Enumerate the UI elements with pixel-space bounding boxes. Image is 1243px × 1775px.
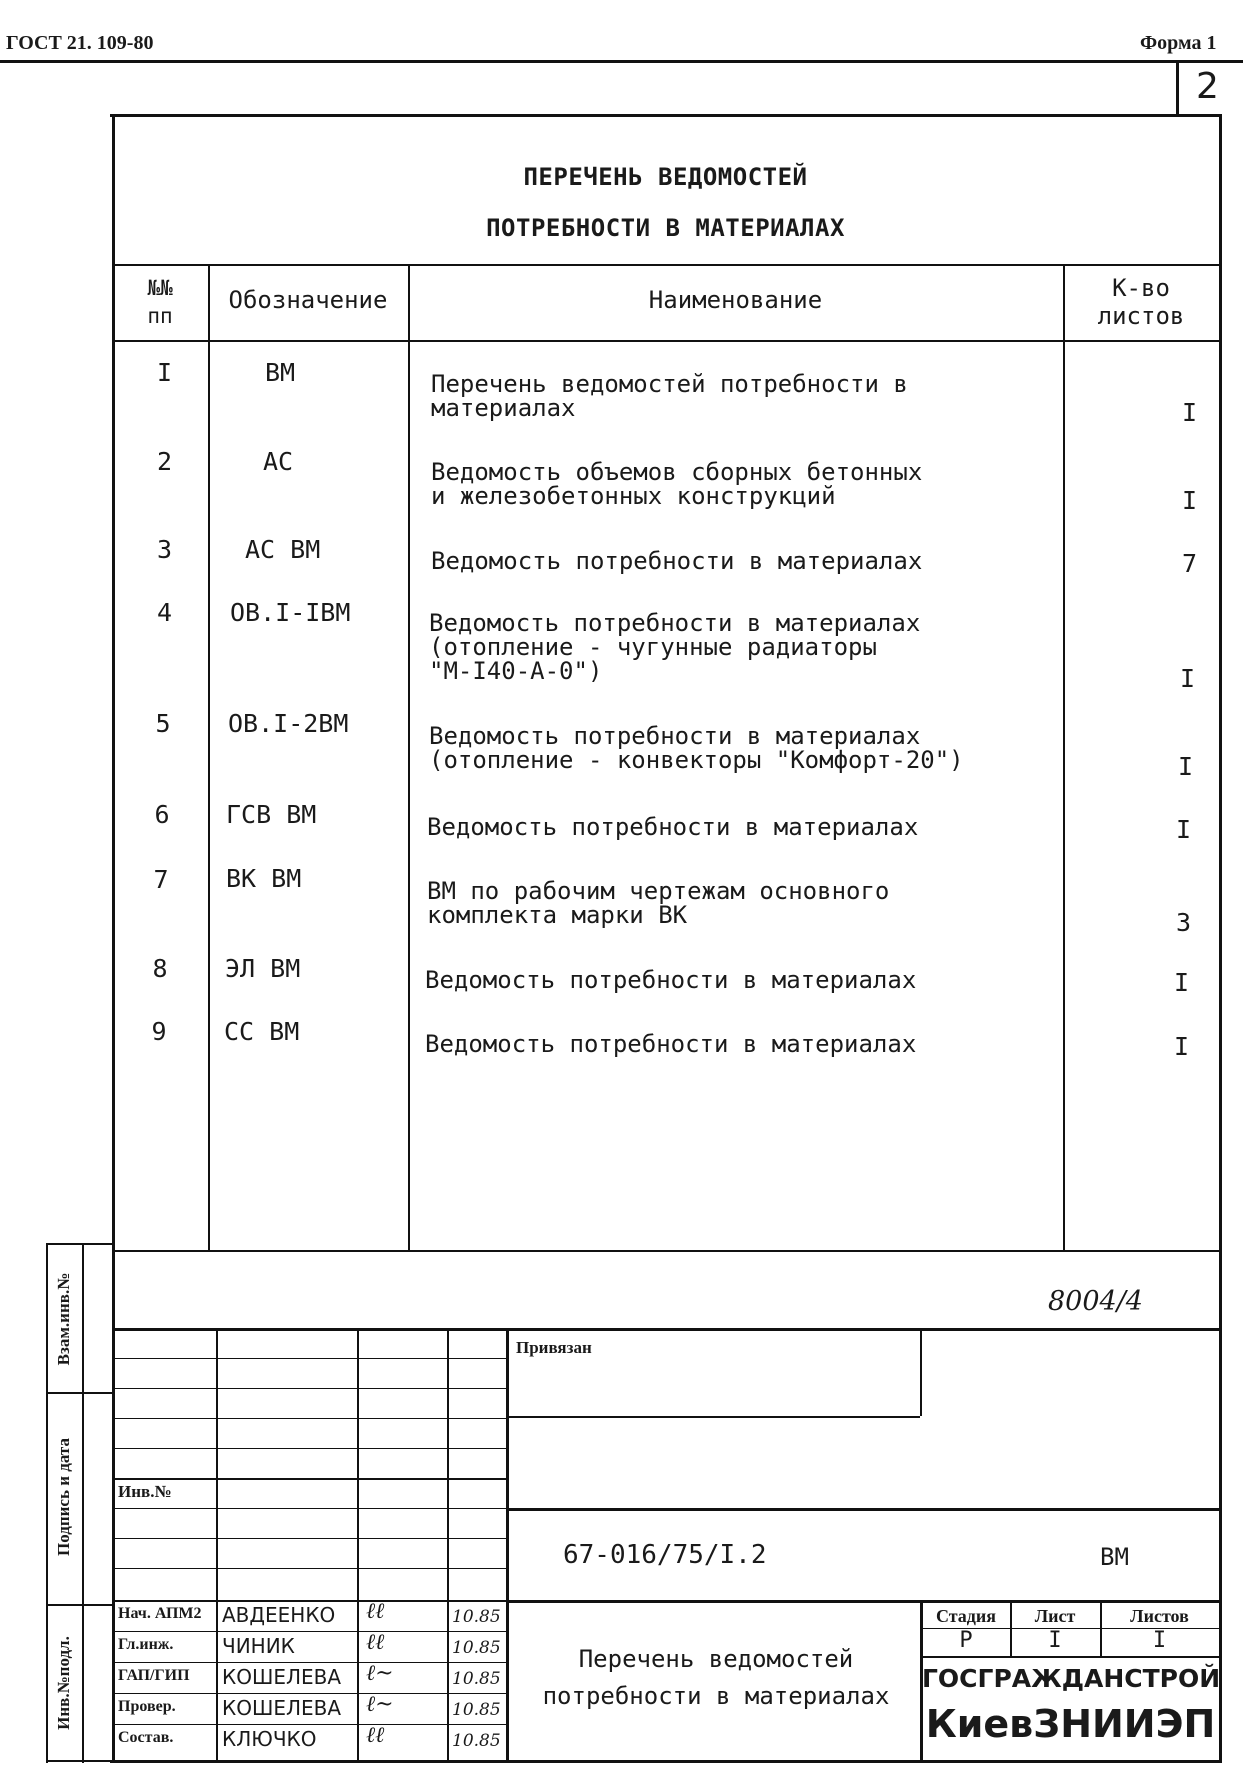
sign-date: 10.85	[452, 1638, 501, 1658]
row-name: ВМ по рабочим чертежам основного комплекта марки ВК	[427, 877, 890, 929]
person-name: АВДЕЕНКО	[222, 1603, 336, 1627]
row-name: Ведомость потребности в материалах	[425, 966, 917, 994]
side-label-inv-podl: Инв.№подл.	[54, 1636, 73, 1730]
stage-value: Р	[959, 1628, 973, 1653]
col-header-designation: Обозначение	[228, 286, 388, 314]
row-count: I	[1181, 486, 1197, 515]
role-label: ГАП/ГИП	[118, 1667, 190, 1684]
document-title: Перечень ведомостей потребности в материалах	[542, 1645, 890, 1710]
row-count: I	[1173, 968, 1189, 997]
row-name: Ведомость потребности в материалах	[431, 547, 923, 575]
person-name: КОШЕЛЕВА	[222, 1696, 342, 1720]
col-header-count: К-во листов	[1097, 274, 1185, 330]
signature-mark: ℓℓ	[366, 1599, 385, 1624]
row-num: 5	[155, 709, 171, 738]
row-designation: ГСВ ВМ	[226, 800, 317, 829]
role-label: Нач. АПМ2	[118, 1605, 202, 1622]
row-designation: АС	[262, 447, 294, 476]
row-num: 6	[154, 800, 170, 829]
sign-date: 10.85	[452, 1700, 501, 1720]
row-name: Ведомость потребности в материалах (отопление - чугунные радиаторы "М-I40-А-0")	[429, 609, 921, 685]
row-designation: ОВ.I-IВМ	[230, 598, 351, 627]
signature-mark: ℓ~	[366, 1692, 394, 1717]
signature-mark: ℓ~	[366, 1661, 394, 1686]
row-count: I	[1177, 752, 1193, 781]
row-num: 7	[153, 865, 169, 894]
row-num: 2	[156, 447, 173, 476]
person-name: ЧИНИК	[222, 1634, 295, 1658]
sign-date: 10.85	[452, 1669, 501, 1689]
sheets-label: Листов	[1130, 1606, 1189, 1626]
form-label: Форма 1	[1140, 32, 1217, 54]
title-line-2: ПОТРЕБНОСТИ В МАТЕРИАЛАХ	[486, 214, 845, 242]
document-mark: ВМ	[1100, 1543, 1129, 1571]
title-line-1: ПЕРЕЧЕНЬ ВЕДОМОСТЕЙ	[523, 163, 808, 191]
side-label-vzam: Взам.инв.№	[54, 1272, 73, 1366]
row-num: 9	[151, 1017, 167, 1046]
row-num: 3	[156, 535, 173, 564]
row-designation: ОВ.I-2ВМ	[228, 709, 349, 738]
sheet-number: 2	[1196, 66, 1219, 107]
signature-mark: ℓℓ	[366, 1630, 385, 1655]
sheet-label: Лист	[1034, 1606, 1076, 1626]
row-name: Ведомость объемов сборных бетонных и железобетонных конструкций	[431, 458, 923, 510]
sheets-value: I	[1152, 1628, 1167, 1653]
inv-label: Инв.№	[118, 1482, 172, 1501]
archive-number: 8004/4	[1048, 1286, 1143, 1317]
row-name: Ведомость потребности в материалах (отопление - конвекторы "Комфорт-20")	[429, 722, 964, 774]
row-name: Ведомость потребности в материалах	[427, 813, 919, 841]
person-name: КЛЮЧКО	[222, 1727, 317, 1751]
row-num: 4	[156, 598, 173, 627]
row-designation: АС ВМ	[245, 535, 321, 564]
row-count: I	[1175, 815, 1191, 844]
row-designation: ВК ВМ	[226, 864, 302, 893]
row-count: I	[1181, 398, 1197, 427]
role-label: Провер.	[118, 1698, 176, 1715]
person-name: КОШЕЛЕВА	[222, 1665, 342, 1689]
project-code: 67-016/75/I.2	[563, 1540, 767, 1570]
row-count: I	[1179, 664, 1195, 693]
row-designation: СС ВМ	[224, 1017, 300, 1046]
sheet-value: I	[1048, 1628, 1062, 1653]
signature-mark: ℓℓ	[366, 1723, 385, 1748]
sign-date: 10.85	[452, 1607, 501, 1627]
organization-ministry: ГОСГРАЖДАНСТРОЙ	[922, 1664, 1221, 1693]
stage-label: Стадия	[935, 1606, 997, 1626]
row-count: I	[1173, 1032, 1189, 1061]
role-label: Состав.	[118, 1729, 174, 1746]
organization-institute: КиевЗНИИЭП	[925, 1702, 1216, 1746]
row-designation: ВМ	[264, 358, 296, 387]
row-name: Перечень ведомостей потребности в материалах	[431, 370, 908, 422]
row-count: 3	[1175, 908, 1191, 937]
row-designation: ЭЛ ВМ	[225, 954, 301, 983]
row-num: 8	[152, 954, 168, 983]
standard-code: ГОСТ 21. 109-80	[6, 32, 154, 54]
col-header-num: №№ пп	[147, 276, 173, 328]
row-count: 7	[1181, 549, 1197, 578]
row-name: Ведомость потребности в материалах	[425, 1030, 917, 1058]
col-header-name: Наименование	[648, 286, 823, 314]
side-label-podpis: Подпись и дата	[54, 1438, 73, 1556]
sign-date: 10.85	[452, 1731, 501, 1751]
privyazan-label: Привязан	[516, 1338, 592, 1357]
role-label: Гл.инж.	[118, 1636, 174, 1653]
row-num: I	[156, 358, 173, 387]
